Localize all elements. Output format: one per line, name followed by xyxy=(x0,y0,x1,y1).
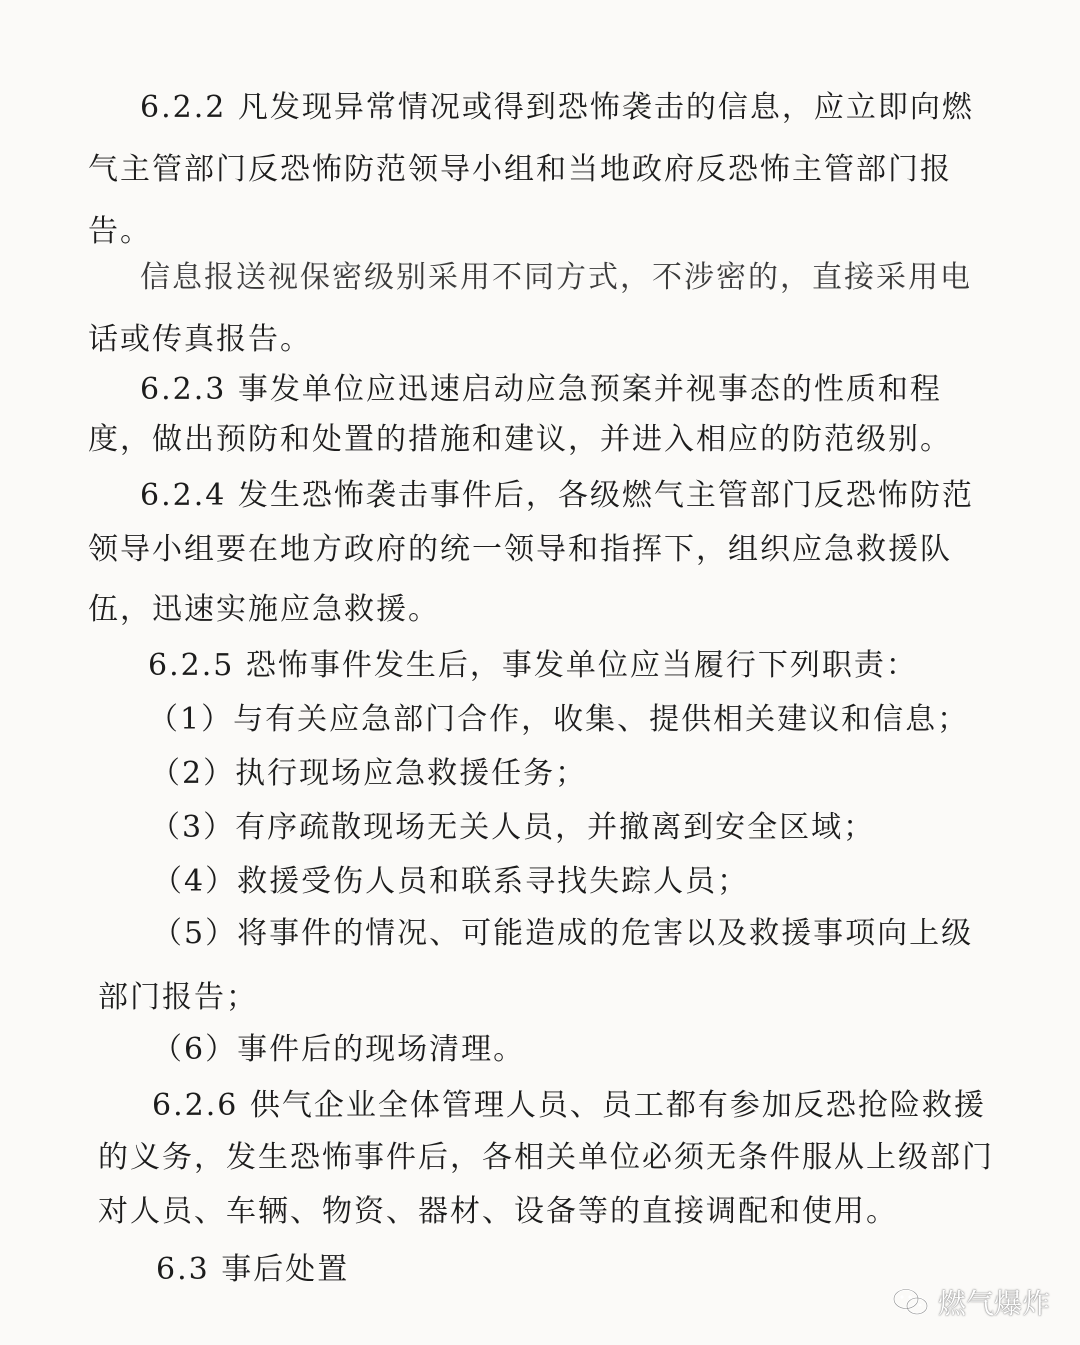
watermark xyxy=(892,1282,1050,1322)
text-line: 的义务，发生恐怖事件后，各相关单位必须无条件服从上级部门 xyxy=(98,1140,994,1175)
text-line: （3）有序疏散现场无关人员，并撤离到安全区域； xyxy=(150,810,876,845)
wechat-icon xyxy=(892,1287,930,1317)
text-line: 伍，迅速实施应急救援。 xyxy=(88,592,440,627)
text-line: 6.2.2 凡发现异常情况或得到恐怖袭击的信息，应立即向燃 xyxy=(140,90,974,125)
text-line: （1）与有关应急部门合作，收集、提供相关建议和信息； xyxy=(148,702,970,737)
text-line: 信息报送视保密级别采用不同方式，不涉密的，直接采用电 xyxy=(140,260,972,295)
text-line: 度，做出预防和处置的措施和建议，并进入相应的防范级别。 xyxy=(88,422,952,457)
text-line: （4）救援受伤人员和联系寻找失踪人员； xyxy=(152,864,750,899)
text-line: （2）执行现场应急救援任务； xyxy=(150,756,588,791)
text-line: 6.2.4 发生恐怖袭击事件后，各级燃气主管部门反恐怖防范 xyxy=(140,478,974,513)
text-line: 对人员、车辆、物资、器材、设备等的直接调配和使用。 xyxy=(98,1194,898,1229)
text-line: 部门报告； xyxy=(98,980,258,1015)
text-line: 告。 xyxy=(88,214,152,249)
watermark-text: 燃气爆炸 xyxy=(937,1287,1050,1320)
text-line: 领导小组要在地方政府的统一领导和指挥下，组织应急救援队 xyxy=(88,532,952,567)
text-line: 气主管部门反恐怖防范领导小组和当地政府反恐怖主管部门报 xyxy=(88,152,952,187)
text-line: 6.2.3 事发单位应迅速启动应急预案并视事态的性质和程 xyxy=(140,372,942,407)
text-line: 话或传真报告。 xyxy=(88,322,312,357)
text-line: 6.3 事后处置 xyxy=(156,1252,350,1287)
text-line: （5）将事件的情况、可能造成的危害以及救援事项向上级 xyxy=(152,916,974,951)
text-line: （6）事件后的现场清理。 xyxy=(152,1032,526,1067)
text-line: 6.2.5 恐怖事件发生后，事发单位应当履行下列职责： xyxy=(148,648,918,683)
text-line: 6.2.6 供气企业全体管理人员、员工都有参加反恐抢险救援 xyxy=(152,1088,986,1123)
